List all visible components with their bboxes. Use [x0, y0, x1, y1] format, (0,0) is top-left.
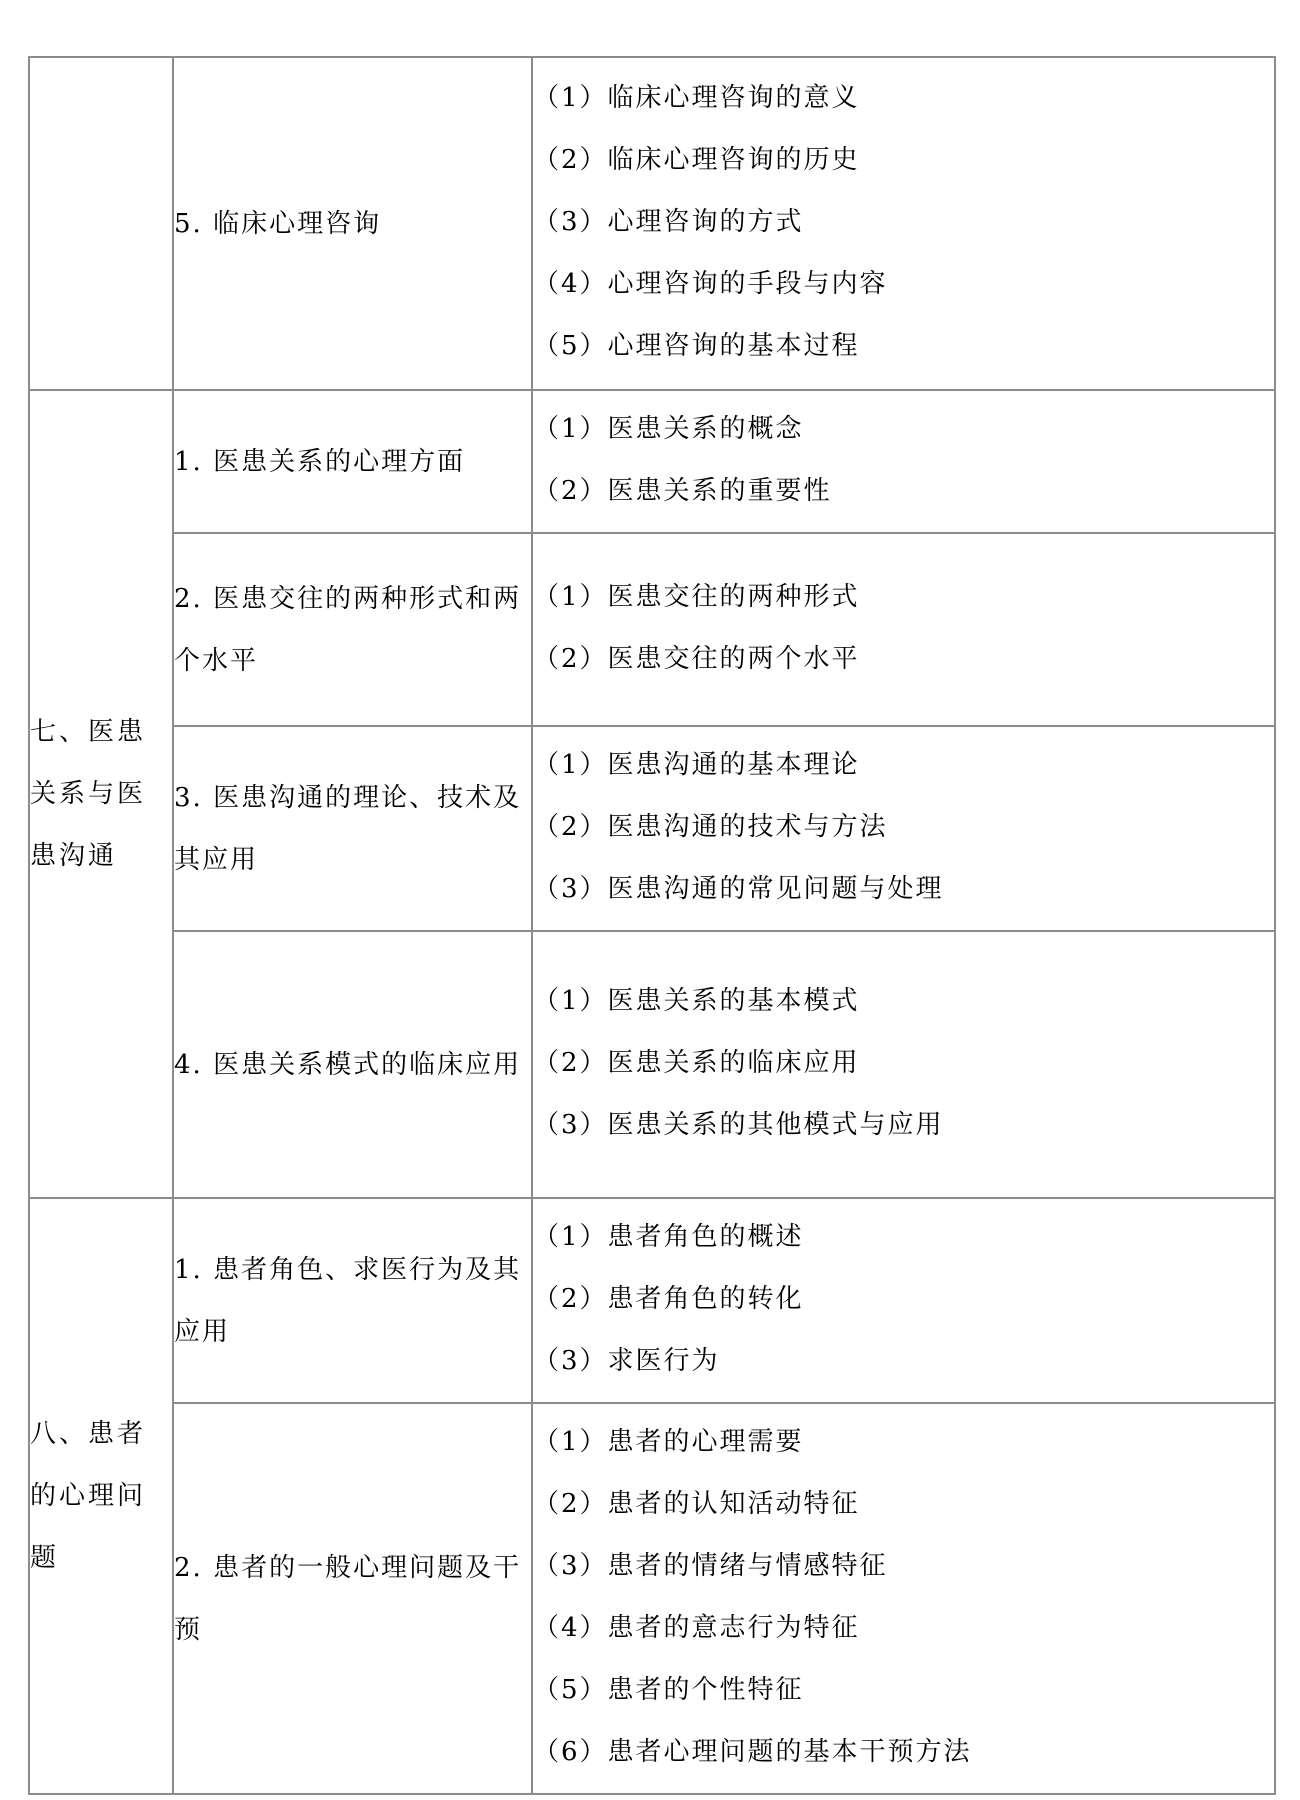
topic-cell: 4. 医患关系模式的临床应用	[173, 931, 532, 1198]
point-item: （3）求医行为	[533, 1346, 720, 1376]
point-item: （3）患者的情绪与情感特征	[533, 1551, 888, 1581]
points-cell	[532, 1403, 1275, 1794]
point-item: （1）医患沟通的基本理论	[533, 750, 860, 780]
topic-cell: 1. 医患关系的心理方面	[173, 390, 532, 533]
topic-cell: 1. 患者角色、求医行为及其应用	[173, 1198, 532, 1403]
point-item: （2）医患关系的重要性	[533, 476, 832, 506]
point-item: （2）临床心理咨询的历史	[533, 145, 860, 175]
point-item: （5）患者的个性特征	[533, 1675, 804, 1705]
syllabus-table	[28, 56, 1276, 1795]
point-item: （1）临床心理咨询的意义	[533, 83, 860, 113]
table-row	[29, 57, 1275, 390]
point-item: （4）心理咨询的手段与内容	[533, 269, 888, 299]
topic-cell: 3. 医患沟通的理论、技术及其应用	[173, 726, 532, 931]
table-row	[29, 1403, 1275, 1794]
table-row	[29, 533, 1275, 726]
points-cell	[532, 726, 1275, 931]
unit-cell	[29, 57, 173, 390]
point-item: （2）医患沟通的技术与方法	[533, 812, 888, 842]
table-row	[29, 931, 1275, 1198]
point-item: （1）医患关系的基本模式	[533, 986, 860, 1016]
point-item: （2）患者角色的转化	[533, 1284, 804, 1314]
point-item: （4）患者的意志行为特征	[533, 1613, 860, 1643]
point-item: （1）医患交往的两种形式	[533, 582, 860, 612]
point-item: （2）医患交往的两个水平	[533, 644, 860, 674]
point-item: （3）心理咨询的方式	[533, 207, 804, 237]
points-cell	[532, 1198, 1275, 1403]
point-item: （2）医患关系的临床应用	[533, 1048, 860, 1078]
point-item: （3）医患关系的其他模式与应用	[533, 1110, 944, 1140]
points-cell	[532, 390, 1275, 533]
point-item: （3）医患沟通的常见问题与处理	[533, 874, 944, 904]
point-item: （2）患者的认知活动特征	[533, 1489, 860, 1519]
point-item: （1）患者的心理需要	[533, 1427, 804, 1457]
points-cell	[532, 931, 1275, 1198]
table-row	[29, 1198, 1275, 1403]
table-row	[29, 726, 1275, 931]
table-row	[29, 390, 1275, 533]
point-item: （6）患者心理问题的基本干预方法	[533, 1737, 972, 1767]
unit-cell: 七、医患关系与医患沟通	[29, 390, 173, 1198]
topic-cell: 2. 医患交往的两种形式和两个水平	[173, 533, 532, 726]
unit-cell: 八、患者的心理问题	[29, 1198, 173, 1794]
point-item: （5）心理咨询的基本过程	[533, 331, 860, 361]
point-item: （1）医患关系的概念	[533, 414, 804, 444]
topic-cell: 5. 临床心理咨询	[173, 57, 532, 390]
points-cell	[532, 533, 1275, 726]
point-item: （1）患者角色的概述	[533, 1222, 804, 1252]
points-cell	[532, 57, 1275, 390]
topic-cell: 2. 患者的一般心理问题及干预	[173, 1403, 532, 1794]
